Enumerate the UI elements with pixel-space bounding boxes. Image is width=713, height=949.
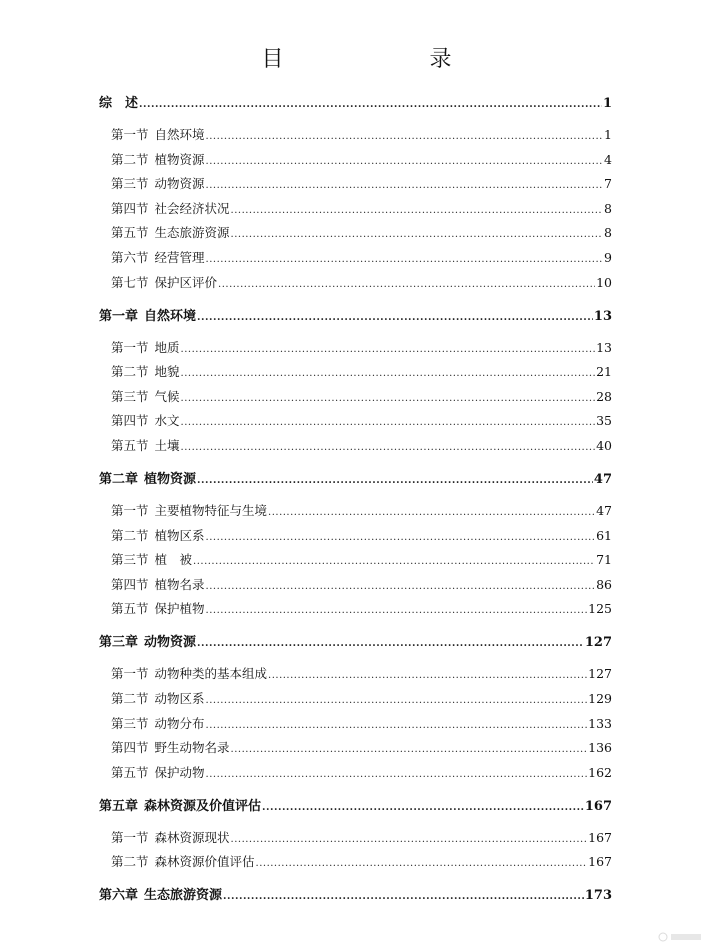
toc-section-row[interactable] [111, 388, 612, 406]
toc-entry-label [111, 274, 217, 292]
toc-entry-prefix: 第五节 [111, 601, 149, 617]
toc-entry-label [111, 551, 192, 569]
toc-entry-label [111, 829, 230, 847]
toc-entry-name: 植物资源 [144, 472, 197, 487]
toc-page-number: 127 [584, 635, 612, 651]
toc-page-number: 4 [604, 151, 612, 167]
toc-page-number: 127 [588, 666, 612, 682]
toc-entry-label [111, 200, 230, 218]
toc-entry-prefix: 第五节 [111, 764, 149, 780]
toc-dot-leader [262, 799, 584, 816]
toc-page-number: 167 [588, 829, 612, 845]
toc-entry-label [111, 853, 255, 871]
toc-dot-leader [206, 529, 596, 545]
toc-entry-name: 主要植物特征与生境 [154, 503, 268, 518]
toc-entry-label [111, 437, 180, 455]
toc-entry-prefix: 第四节 [111, 576, 149, 592]
toc-chapter-row[interactable] [99, 634, 612, 652]
toc-entry-name: 动物区系 [154, 691, 205, 706]
toc-entry-label [111, 249, 205, 267]
toc-entry-name: 土壤 [154, 438, 180, 453]
toc-chapter-row[interactable] [99, 887, 612, 905]
toc-section-row[interactable] [111, 224, 612, 242]
toc-section-row[interactable] [111, 690, 612, 708]
toc-section-row[interactable] [111, 853, 612, 871]
toc-entry-prefix: 第六节 [111, 250, 149, 265]
toc-entry-prefix: 第二节 [111, 151, 149, 167]
toc-dot-leader [181, 439, 596, 455]
toc-entry-label [111, 388, 180, 406]
toc-dot-leader [197, 635, 584, 652]
toc-dot-leader [231, 831, 588, 847]
toc-entry-name: 水文 [154, 413, 180, 429]
toc-dot-leader [206, 153, 604, 169]
toc-page-number: 28 [596, 388, 612, 404]
toc-dot-leader [181, 365, 596, 381]
toc-dot-leader [268, 504, 595, 520]
toc-page-number: 8 [604, 200, 612, 216]
toc-entry-label [111, 412, 180, 430]
toc-entry-prefix: 第三节 [111, 176, 149, 192]
toc-entry-prefix: 第三节 [111, 715, 149, 731]
toc-entry-prefix: 第二节 [111, 364, 149, 380]
toc-entry-prefix: 第四节 [111, 413, 149, 429]
toc-entry-label [111, 690, 205, 708]
toc-entry-name: 森林资源价值评估 [154, 854, 255, 870]
toc-entry-name: 森林资源现状 [154, 829, 230, 845]
toc-section-row[interactable] [111, 151, 612, 169]
toc-page-number: 167 [584, 798, 612, 814]
toc-entry-prefix: 第二节 [111, 691, 149, 706]
toc-page-number: 8 [604, 225, 612, 241]
toc-entry-label [111, 600, 205, 618]
toc-entry-name: 自然环境 [144, 308, 197, 324]
toc-entry-label [99, 95, 138, 113]
toc-entry-name: 动物分布 [154, 715, 205, 731]
toc-dot-leader [181, 390, 596, 406]
toc-entry-label [111, 739, 230, 757]
toc-entry-prefix: 第四节 [111, 740, 149, 756]
toc-entry-name: 植物区系 [154, 527, 205, 543]
toc-dot-leader [218, 276, 595, 292]
toc-section-row[interactable] [111, 175, 612, 193]
toc-section-row[interactable] [111, 126, 612, 144]
toc-dot-leader [206, 251, 604, 267]
toc-entry-name: 地质 [154, 339, 180, 355]
toc-entry-label [99, 308, 196, 326]
toc-section-row[interactable] [111, 715, 612, 733]
toc-page-number: 35 [596, 413, 612, 429]
toc-section-row[interactable] [111, 600, 612, 618]
toc-section-row[interactable] [111, 665, 612, 683]
toc-dot-leader [223, 888, 584, 905]
toc-entry-label [111, 363, 180, 381]
toc-page-number: 10 [596, 274, 612, 290]
toc-entry-name: 植物资源 [154, 151, 205, 167]
toc-entry-prefix: 第一章 [99, 308, 139, 324]
toc-entry-name: 地貌 [154, 364, 180, 380]
toc-page-number: 136 [588, 740, 612, 756]
toc-entry-prefix: 第二节 [111, 854, 149, 870]
toc-section-row[interactable] [111, 527, 612, 545]
toc-section-row[interactable] [111, 764, 612, 782]
toc-entry-prefix: 综 述 [99, 96, 139, 111]
toc-page-number: 47 [593, 472, 612, 487]
toc-dot-leader [256, 855, 588, 871]
toc-section-row[interactable] [111, 412, 612, 430]
toc-dot-leader [206, 177, 604, 193]
toc-entry-prefix: 第一节 [111, 339, 149, 355]
toc-section-row[interactable] [111, 200, 612, 218]
toc-entry-label [111, 715, 205, 733]
toc-entry-name: 野生动物名录 [154, 740, 230, 756]
toc-dot-leader [206, 128, 604, 144]
toc-entry-name: 社会经济状况 [154, 200, 230, 216]
toc-section-row[interactable] [111, 829, 612, 847]
toc-chapter-row[interactable] [99, 308, 612, 326]
toc-section-row[interactable] [111, 363, 612, 381]
toc-dot-leader [197, 309, 593, 326]
toc-entry-prefix: 第三节 [111, 388, 149, 404]
toc-page-number: 7 [604, 176, 612, 192]
toc-entry-prefix: 第五节 [111, 438, 149, 453]
toc-section-row[interactable] [111, 739, 612, 757]
toc-dot-leader [206, 692, 588, 708]
toc-dot-leader [231, 202, 604, 218]
toc-page-number: 61 [596, 527, 612, 543]
toc-chapter-row[interactable] [99, 95, 612, 113]
toc-page-number: 125 [588, 601, 612, 617]
toc-entry-name: 植物名录 [154, 576, 205, 592]
toc-page-number: 86 [596, 576, 612, 592]
toc-entry-prefix: 第一节 [111, 829, 149, 845]
toc-entry-name: 气候 [154, 388, 180, 404]
toc-section-row[interactable] [111, 249, 612, 267]
toc-page-number: 1 [602, 96, 612, 111]
toc-entry-name: 动物种类的基本组成 [154, 666, 268, 682]
toc-chapter-row[interactable] [99, 798, 612, 816]
toc-entry-label [111, 151, 205, 169]
toc-entry-name: 保护动物 [154, 764, 205, 780]
toc-entry-label [111, 665, 267, 683]
toc-entry-label [99, 634, 196, 652]
toc-entry-name: 森林资源及价值评估 [144, 798, 262, 814]
toc-entry-prefix: 第五节 [111, 225, 149, 241]
toc-dot-leader [206, 578, 596, 594]
toc-entry-prefix: 第七节 [111, 274, 149, 290]
toc-entry-label [111, 502, 267, 520]
toc-dot-leader [231, 741, 588, 757]
toc-dot-leader [268, 667, 587, 683]
toc-entry-name: 生态旅游资源 [154, 225, 230, 241]
toc-dot-leader [206, 717, 588, 733]
toc-entry-name: 植 被 [154, 552, 193, 568]
toc-section-row[interactable] [111, 502, 612, 520]
toc-section-row[interactable] [111, 576, 612, 594]
toc-entry-prefix: 第一节 [111, 666, 149, 682]
toc-entry-prefix: 第一节 [111, 127, 149, 142]
toc-page-number: 40 [596, 438, 612, 453]
toc-section-row[interactable] [111, 339, 612, 357]
toc-entry-prefix: 第三章 [99, 635, 139, 651]
toc-dot-leader [181, 414, 596, 430]
toc-entry-name: 动物资源 [144, 635, 197, 651]
page-title: 目 录 [261, 47, 486, 72]
toc-entry-prefix: 第一节 [111, 503, 149, 518]
toc-page-number: 129 [588, 691, 612, 706]
toc-entry-label [111, 126, 205, 144]
toc-dot-leader [193, 553, 595, 569]
toc-entry-label [111, 764, 205, 782]
toc-entry-name: 自然环境 [154, 127, 205, 142]
toc-entry-name: 生态旅游资源 [144, 888, 223, 904]
toc-page-number: 13 [593, 308, 612, 324]
toc-page-number: 9 [604, 250, 612, 265]
toc-entry-prefix: 第二节 [111, 527, 149, 543]
toc-section-row[interactable] [111, 551, 612, 569]
toc-entry-label [111, 224, 230, 242]
toc-dot-leader [231, 226, 604, 242]
toc-entry-label [111, 175, 205, 193]
watermark-logo-icon [657, 929, 705, 945]
toc-entry-prefix: 第六章 [99, 888, 139, 904]
toc-entry-label [99, 887, 222, 905]
toc-entry-prefix: 第二章 [99, 472, 139, 487]
toc-entry-name: 保护区评价 [154, 274, 218, 290]
toc-page-number: 133 [588, 715, 612, 731]
toc-dot-leader [206, 602, 588, 618]
toc-page-number: 167 [588, 854, 612, 870]
toc-entry-prefix: 第三节 [111, 552, 149, 568]
toc-entry-label [111, 339, 180, 357]
toc-entry-prefix: 第五章 [99, 798, 139, 814]
toc-entry-prefix: 第四节 [111, 200, 149, 216]
toc-entry-label [111, 576, 205, 594]
toc-entry-name: 经营管理 [154, 250, 205, 265]
toc-page-number: 162 [588, 764, 612, 780]
toc-page-number: 1 [604, 127, 612, 142]
toc-entry-label [111, 527, 205, 545]
toc-page-number: 47 [596, 503, 612, 518]
toc-chapter-row[interactable] [99, 471, 612, 489]
toc-page-number: 21 [596, 364, 612, 380]
toc-dot-leader [181, 341, 596, 357]
toc-dot-leader [197, 472, 593, 489]
toc-entry-name: 保护植物 [154, 601, 205, 617]
toc-entry-name: 动物资源 [154, 176, 205, 192]
toc-page-number: 173 [584, 888, 612, 904]
toc-entry-label [99, 471, 196, 489]
toc-page-number: 71 [596, 552, 612, 568]
toc-entry-label [99, 798, 261, 816]
toc-dot-leader [139, 96, 602, 113]
toc-section-row[interactable] [111, 274, 612, 292]
toc-page-number: 13 [596, 339, 612, 355]
toc-section-row[interactable] [111, 437, 612, 455]
toc-dot-leader [206, 766, 588, 782]
